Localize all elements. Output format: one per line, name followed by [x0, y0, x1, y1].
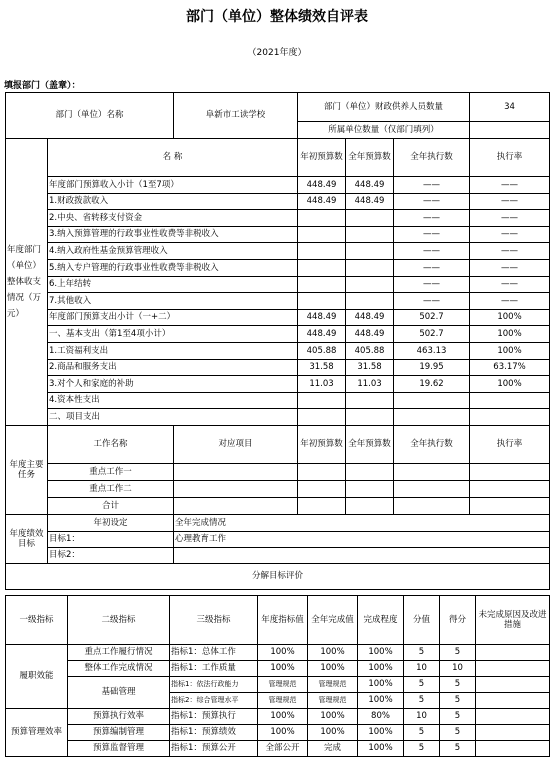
- budget-item: 一、基本支出（第1至4项小计）: [48, 326, 298, 343]
- eval-l3: 指标1：总体工作: [170, 645, 258, 661]
- budget-actual: [394, 392, 470, 409]
- budget-initial: 405.88: [298, 342, 346, 359]
- eval-l2: 预算监督管理: [68, 741, 170, 757]
- filler-label: 填报部门（盖章）：: [4, 81, 81, 91]
- budget-actual: ——: [394, 293, 470, 310]
- budget-item: 3.对个人和家庭的补助: [48, 376, 298, 393]
- budget-header-rate: 执行率: [470, 139, 550, 177]
- budget-row: [6, 293, 550, 310]
- eval-title: 分解目标评价: [6, 563, 550, 589]
- eval-score-total: 5: [404, 677, 440, 693]
- eval-row: [6, 709, 550, 725]
- task-work: 重点工作二: [48, 480, 174, 497]
- eval-header-degree: 完成程度: [358, 596, 404, 645]
- self-evaluation-table: [5, 92, 550, 590]
- budget-row: [6, 243, 550, 260]
- budget-initial: 11.03: [298, 376, 346, 393]
- eval-target: 100%: [258, 709, 308, 725]
- goal-value: 心理教育工作: [174, 531, 550, 547]
- eval-done: 100%: [308, 661, 358, 677]
- eval-l3: 指标1：依法行政能力: [170, 677, 258, 693]
- eval-degree: 100%: [358, 725, 404, 741]
- budget-actual: ——: [394, 177, 470, 194]
- budget-actual: 19.62: [394, 376, 470, 393]
- eval-l2: 重点工作履行情况: [68, 645, 170, 661]
- eval-score: 10: [440, 661, 476, 677]
- sub-units-label: 所属单位数量（仅部门填列）: [298, 122, 470, 139]
- eval-row: [6, 725, 550, 741]
- budget-rate: 100%: [470, 326, 550, 343]
- tasks-header-rate: 执行率: [470, 425, 550, 463]
- budget-full: [346, 293, 394, 310]
- budget-row: [6, 210, 550, 227]
- eval-score: 5: [440, 693, 476, 709]
- goal-value: [174, 547, 550, 563]
- sub-units-value: [470, 122, 550, 139]
- dept-name-label: 部门（单位）名称: [6, 93, 174, 139]
- budget-actual: ——: [394, 259, 470, 276]
- task-work: 合计: [48, 497, 174, 514]
- tasks-side-label: 年度主要任务: [6, 425, 48, 514]
- tasks-header-initial: 年初预算数: [298, 425, 346, 463]
- eval-l3: 指标1：预算绩效: [170, 725, 258, 741]
- budget-rate: ——: [470, 243, 550, 260]
- eval-header-target: 年度指标值: [258, 596, 308, 645]
- budget-side-label: 年度部门（单位）整体收支情况（万元）: [6, 139, 48, 426]
- budget-full: [346, 409, 394, 426]
- eval-l2: 基础管理: [68, 677, 170, 709]
- budget-rate: 100%: [470, 342, 550, 359]
- budget-item: 年度部门预算收入小计（1至7项）: [48, 177, 298, 194]
- budget-row: [6, 226, 550, 243]
- eval-degree: 80%: [358, 709, 404, 725]
- eval-header-l3: 三级指标: [170, 596, 258, 645]
- page-title: 部门（单位）整体绩效自评表: [186, 9, 368, 25]
- budget-rate: ——: [470, 193, 550, 210]
- eval-row: [6, 661, 550, 677]
- budget-rate: [470, 409, 550, 426]
- budget-full: [346, 276, 394, 293]
- budget-initial: 448.49: [298, 193, 346, 210]
- budget-rate: 100%: [470, 376, 550, 393]
- budget-rate: 63.17%: [470, 359, 550, 376]
- budget-row: [6, 392, 550, 409]
- budget-actual: ——: [394, 276, 470, 293]
- budget-row: [6, 177, 550, 194]
- budget-header-name: 名 称: [48, 139, 298, 177]
- eval-score-total: 10: [404, 661, 440, 677]
- budget-initial: [298, 226, 346, 243]
- eval-l1: 预算管理效率: [6, 709, 68, 757]
- budget-initial: [298, 392, 346, 409]
- budget-full: [346, 259, 394, 276]
- eval-target: 全部公开: [258, 741, 308, 757]
- budget-full: 448.49: [346, 326, 394, 343]
- budget-rate: ——: [470, 210, 550, 227]
- budget-rate: [470, 392, 550, 409]
- budget-row: [6, 359, 550, 376]
- eval-reason: [476, 693, 550, 709]
- eval-reason: [476, 661, 550, 677]
- eval-score: 5: [440, 741, 476, 757]
- budget-full: [346, 226, 394, 243]
- budget-full: [346, 392, 394, 409]
- budget-item: 1.工资福利支出: [48, 342, 298, 359]
- budget-initial: 448.49: [298, 309, 346, 326]
- goal-label: 目标2：: [48, 547, 174, 563]
- goals-col-done: 全年完成情况: [174, 514, 550, 531]
- budget-item: 4.纳入政府性基金预算管理收入: [48, 243, 298, 260]
- eval-header-row: [6, 596, 550, 645]
- eval-reason: [476, 677, 550, 693]
- eval-target: 100%: [258, 725, 308, 741]
- eval-l2: 预算编制管理: [68, 725, 170, 741]
- budget-actual: ——: [394, 226, 470, 243]
- eval-score-total: 5: [404, 741, 440, 757]
- budget-row: [6, 342, 550, 359]
- budget-initial: [298, 293, 346, 310]
- eval-title-row: [6, 563, 550, 589]
- eval-target: 管理规范: [258, 693, 308, 709]
- budget-actual: 19.95: [394, 359, 470, 376]
- budget-initial: [298, 210, 346, 227]
- eval-header-reason: 未完成原因及改进措施: [476, 596, 550, 645]
- goal-label: 目标1：: [48, 531, 174, 547]
- eval-score: 5: [440, 709, 476, 725]
- goals-side-label: 年度绩效目标: [6, 514, 48, 563]
- budget-item: 二、项目支出: [48, 409, 298, 426]
- budget-item: 2.商品和服务支出: [48, 359, 298, 376]
- budget-actual: ——: [394, 193, 470, 210]
- budget-rate: ——: [470, 177, 550, 194]
- dept-name-row: [6, 93, 550, 122]
- task-row: [6, 497, 550, 514]
- staff-label: 部门（单位）财政供养人员数量: [298, 93, 470, 122]
- eval-l3: 指标1：预算公开: [170, 741, 258, 757]
- eval-header-done: 全年完成值: [308, 596, 358, 645]
- eval-score: 5: [440, 645, 476, 661]
- eval-done: 管理规范: [308, 677, 358, 693]
- budget-full: 11.03: [346, 376, 394, 393]
- eval-l3: 指标1：工作质量: [170, 661, 258, 677]
- budget-rate: ——: [470, 276, 550, 293]
- eval-target: 100%: [258, 661, 308, 677]
- task-row: [6, 463, 550, 480]
- evaluation-table: [5, 595, 550, 757]
- eval-header-l1: 一级指标: [6, 596, 68, 645]
- eval-done: 完成: [308, 741, 358, 757]
- eval-reason: [476, 645, 550, 661]
- eval-l2: 预算执行效率: [68, 709, 170, 725]
- eval-score: 5: [440, 677, 476, 693]
- dept-name-value: 阜新市工读学校: [174, 93, 298, 139]
- goals-col-set: 年初设定: [48, 514, 174, 531]
- budget-header-row: [6, 139, 550, 177]
- budget-initial: 448.49: [298, 177, 346, 194]
- eval-done: 100%: [308, 709, 358, 725]
- eval-target: 100%: [258, 645, 308, 661]
- tasks-header-actual: 全年执行数: [394, 425, 470, 463]
- budget-actual: 463.13: [394, 342, 470, 359]
- budget-actual: [394, 409, 470, 426]
- budget-rate: ——: [470, 293, 550, 310]
- eval-done: 100%: [308, 725, 358, 741]
- budget-full: 448.49: [346, 177, 394, 194]
- budget-full: 448.49: [346, 193, 394, 210]
- eval-reason: [476, 709, 550, 725]
- budget-full: 448.49: [346, 309, 394, 326]
- eval-l2: 整体工作完成情况: [68, 661, 170, 677]
- budget-item: 5.纳入专户管理的行政事业性收费等非税收入: [48, 259, 298, 276]
- budget-actual: ——: [394, 243, 470, 260]
- budget-rate: ——: [470, 259, 550, 276]
- eval-l3: 指标2：综合管理水平: [170, 693, 258, 709]
- budget-initial: [298, 276, 346, 293]
- task-row: [6, 480, 550, 497]
- budget-item: 7.其他收入: [48, 293, 298, 310]
- tasks-header-full: 全年预算数: [346, 425, 394, 463]
- budget-item: 6.上年结转: [48, 276, 298, 293]
- eval-score: 5: [440, 725, 476, 741]
- eval-done: 100%: [308, 645, 358, 661]
- budget-row: [6, 376, 550, 393]
- eval-header-score-total: 分值: [404, 596, 440, 645]
- budget-full: [346, 210, 394, 227]
- report-year: （2021年度）: [247, 48, 307, 58]
- budget-initial: [298, 243, 346, 260]
- budget-header-full: 全年预算数: [346, 139, 394, 177]
- goal-row: [6, 547, 550, 563]
- budget-initial: [298, 259, 346, 276]
- eval-done: 管理规范: [308, 693, 358, 709]
- eval-reason: [476, 725, 550, 741]
- budget-header-actual: 全年执行数: [394, 139, 470, 177]
- tasks-header-row: [6, 425, 550, 463]
- budget-item: 年度部门预算支出小计（一+二）: [48, 309, 298, 326]
- budget-full: 31.58: [346, 359, 394, 376]
- eval-score-total: 5: [404, 725, 440, 741]
- eval-reason: [476, 741, 550, 757]
- staff-value: 34: [470, 93, 550, 122]
- budget-actual: 502.7: [394, 309, 470, 326]
- budget-row: [6, 309, 550, 326]
- budget-row: [6, 193, 550, 210]
- budget-row: [6, 259, 550, 276]
- budget-item: 2.中央、省转移支付资金: [48, 210, 298, 227]
- eval-score-total: 10: [404, 709, 440, 725]
- budget-full: 405.88: [346, 342, 394, 359]
- budget-item: 3.纳入预算管理的行政事业性收费等非税收入: [48, 226, 298, 243]
- eval-target: 管理规范: [258, 677, 308, 693]
- budget-initial: 448.49: [298, 326, 346, 343]
- budget-initial: [298, 409, 346, 426]
- budget-row: [6, 409, 550, 426]
- budget-header-initial: 年初预算数: [298, 139, 346, 177]
- budget-actual: 502.7: [394, 326, 470, 343]
- eval-score-total: 5: [404, 693, 440, 709]
- tasks-header-work: 工作名称: [48, 425, 174, 463]
- budget-rate: 100%: [470, 309, 550, 326]
- budget-rate: ——: [470, 226, 550, 243]
- goal-row: [6, 531, 550, 547]
- eval-degree: 100%: [358, 677, 404, 693]
- goals-header-row: [6, 514, 550, 531]
- eval-header-l2: 二级指标: [68, 596, 170, 645]
- eval-header-score: 得分: [440, 596, 476, 645]
- eval-l3: 指标1：预算执行: [170, 709, 258, 725]
- budget-item: 1.财政拨款收入: [48, 193, 298, 210]
- budget-row: [6, 276, 550, 293]
- task-work: 重点工作一: [48, 463, 174, 480]
- tasks-header-project: 对应项目: [174, 425, 298, 463]
- eval-degree: 100%: [358, 645, 404, 661]
- eval-degree: 100%: [358, 741, 404, 757]
- budget-item: 4.资本性支出: [48, 392, 298, 409]
- eval-row: [6, 741, 550, 757]
- budget-initial: 31.58: [298, 359, 346, 376]
- budget-actual: ——: [394, 210, 470, 227]
- eval-row: [6, 645, 550, 661]
- eval-row: [6, 677, 550, 693]
- budget-row: [6, 326, 550, 343]
- eval-l1: 履职效能: [6, 645, 68, 709]
- eval-score-total: 5: [404, 645, 440, 661]
- budget-full: [346, 243, 394, 260]
- eval-degree: 100%: [358, 661, 404, 677]
- eval-degree: 100%: [358, 693, 404, 709]
